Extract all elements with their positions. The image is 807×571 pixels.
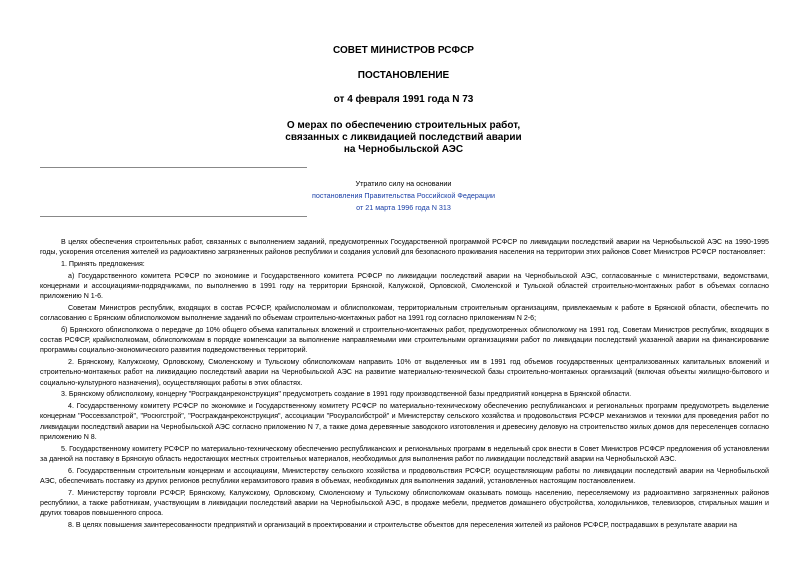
status-note-link-1[interactable] <box>0 190 807 201</box>
status-note-link-2[interactable] <box>0 202 807 213</box>
document-type: ПОСТАНОВЛЕНИЕ <box>357 70 450 81</box>
paragraph-1a-cont: Советам Министров республик, входящих в состав РСФСР, крайисполкомам и облисполкомам, территориальным строительным организациям, привлекаемым к работе в Брянской области, обеспечить по согласованию с Брянским облисполкомом выполнение заданий по объемам строительно-монтажных работ на 1991 год согласно приложениям N 2-6; <box>40 304 769 323</box>
divider-top <box>40 167 307 168</box>
paragraph-1: 1. Принять предложения: <box>61 260 145 268</box>
paragraph-preamble: В целях обеспечения строительных работ, связанных с выполнением заданий, предусмотренных Государственной программой РСФСР по ликвидации последствий аварии на Чернобыльской АЭС на 1990-1995 годы, ускорения отселения жителей из радиоактивно загрязненных районов республики и создания условий для безопасного проживания населения на территории этих районов Совет Министров РСФСР постановляет: <box>40 238 769 257</box>
document-title-line-2: связанных с ликвидацией последствий аварии <box>285 132 522 143</box>
paragraph-7: 7. Министерству торговли РСФСР, Брянскому, Калужскому, Орловскому, Смоленскому и Тульскому облисполкомам оказывать помощь населению, переселяемому из радиоактивно загрязненных районов республики, а также работникам, участвующим в ликвидации последствий аварии на Чернобыльской АЭС, в продаже мебели, предметов домашнего обустройства, холодильников, телевизоров, стиральных машин и других товаров повышенного спроса. <box>40 488 769 518</box>
document-title-line-3: на Чернобыльской АЭС <box>343 144 464 155</box>
paragraph-6: 6. Государственным строительным концернам и ассоциациям, Министерству сельского хозяйства и продовольствия РСФСР, осуществляющим работы по ликвидации последствий аварии на Чернобыльской АЭС, обеспечивать поставку из других регионов республики керамзитового гравия в объемах, необходимых для выполнения заданий, установленных настоящим постановлением. <box>40 466 769 485</box>
status-note-text: Утратило силу на основании <box>355 179 452 188</box>
paragraph-4: 4. Государственному комитету РСФСР по экономике и Государственному комитету РСФСР по материально-техническому обеспечению республиканских и региональных программ предусмотреть выделение концернам "Россевзапстрой", "Росюгстрой", "Росгражданреконструкция", ассоциации "Росуралсибстрой" и Министерству сельского хозяйства и продовольствия РСФСР механизмов и техники для проведения работ по ликвидации последствий аварии на Чернобыльской АЭС согласно приложению N 7, а также дома деревянные заводского изготовления и древесину деловую на строительство жилых домов для переселенцев согласно приложению N 8. <box>40 402 769 441</box>
document-date-number: от 4 февраля 1991 года N 73 <box>333 94 474 105</box>
document-title-line-1: О мерах по обеспечению строительных работ, <box>286 120 521 131</box>
paragraph-2: 2. Брянскому, Калужскому, Орловскому, Смоленскому и Тульскому облисполкомам направить 10% от выделенных им в 1991 год объемов государственных централизованных капитальных вложений и строительно-монтажных работ на ликвидацию последствий аварии на Чернобыльской АЭС на развитие материально-технической базы строительно-монтажных организаций (включая объекты жилищно-бытового и социально-культурного назначения), осуществляющих работы в этих областях. <box>40 358 769 387</box>
paragraph-5: 5. Государственному комитету РСФСР по материально-техническому обеспечению республиканских и региональных программ в недельный срок внести в Совет Министров РСФСР предложения об установлении за данной на поставку в Брянскую область недостающих местных строительных материалов, необходимых для выполнения работ по ликвидации последствий аварии на Чернобыльской АЭС. <box>40 444 769 463</box>
paragraph-1a: а) Государственного комитета РСФСР по экономике и Государственного комитета РСФСР по ликвидации последствий аварии на Чернобыльской АЭС, согласованные с министерствами, ведомствами, концернами и ассоциациями-подрядчиками, по выполнению в 1991 году на территории Брянской, Калужской, Орловской, Смоленской и Тульской областей строительно-монтажных работ в объемах согласно приложению N 1-6. <box>40 271 769 301</box>
issuing-authority: СОВЕТ МИНИСТРОВ РСФСР <box>333 45 474 56</box>
divider-bottom <box>40 216 307 217</box>
document-body <box>40 237 769 532</box>
paragraph-3: 3. Брянскому облисполкому, концерну "Росгражданреконструкция" предусмотреть создание в 1991 году производственной базы предприятий концерна в Брянской области. <box>61 390 632 399</box>
paragraph-8: 8. В целях повышения заинтересованности предприятий и организаций в проектировании и строительстве объектов для переселения жителей из районов РСФСР, пострадавших в результате аварии на <box>68 520 738 529</box>
repeal-act-date-link[interactable]: от 21 марта 1996 года N 313 <box>356 203 451 212</box>
paragraph-1b: б) Брянского облисполкома о передаче до 10% общего объема капитальных вложений и строительно-монтажных работ, предусмотренных облисполкому на 1991 год, Советам Министров республик, входящих в состав РСФСР, крайисполкомам, облисполкомам в порядке компенсации за выполнение направляемыми ими строительными организациями работ по ликвидации последствий указанной аварии на финансирование программы социально-экономического развития подведомственных территорий. <box>40 326 769 355</box>
repeal-act-link[interactable]: постановления Правительства Российской Федерации <box>311 191 496 200</box>
